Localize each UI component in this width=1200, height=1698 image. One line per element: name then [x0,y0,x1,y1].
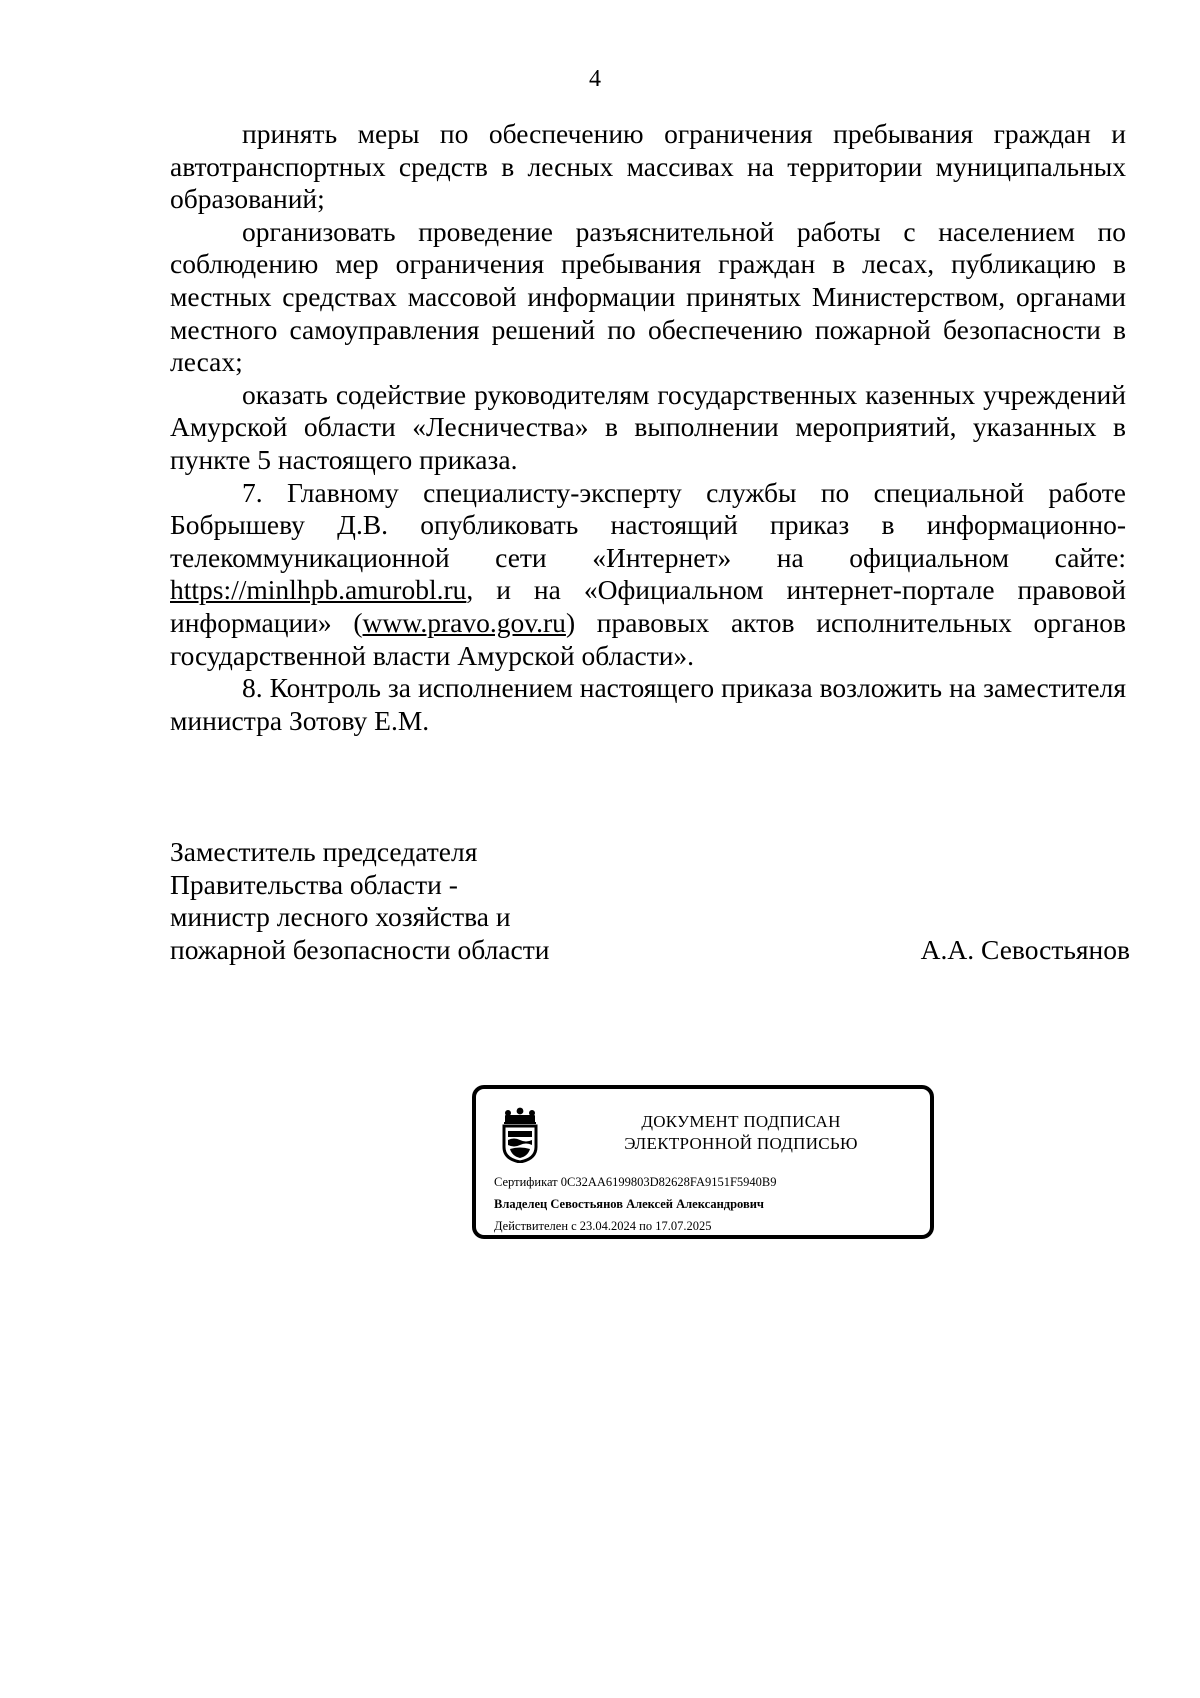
stamp-header-line: ДОКУМЕНТ ПОДПИСАН [641,1112,841,1131]
signer-position-line: пожарной безопасности области [170,933,550,965]
signer-position-line: Заместитель председателя [170,836,478,867]
item-7-text-part3: ) правовых актов исполнительных органов государственной власти Амурской области». [170,606,1126,671]
signer-position-line: Правительства области - [170,868,458,900]
signer-name: А.А. Севостьянов [920,933,1130,965]
certificate-number: Сертификат 0C32AA6199803D82628FA9151F5940B9 [494,1175,777,1189]
item-7-text-part1: 7. Главному специалисту-эксперту службы по специальной работе Бобрышеву Д.В. опубликовать настоящий приказ в информационно-телекоммуникационной сети «Интернет» на официальном сайте: [170,476,1126,573]
paragraph-assistance: оказать содействие руководителям государственных казенных учреждений Амурской области «Лесничества» в выполнении мероприятий, указанных в пункте 5 настоящего приказа. [170,378,1126,475]
electronic-signature-stamp [472,1085,934,1239]
signer-position-line: министр лесного хозяйства и [170,901,511,933]
paragraph-item-7 [170,477,1126,673]
signature-block [170,836,1130,966]
item-7-text-part2: , и на «Официальном интернет-портале правовой информации» ( [170,574,1126,638]
paragraph-measures: принять меры по обеспечению ограничения пребывания граждан и автотранспортных средств в лесных массивах на территории муниципальных образований; [170,118,1126,215]
stamp-details [494,1171,924,1237]
stamp-header-line: ЭЛЕКТРОННОЙ ПОДПИСЬЮ [624,1134,858,1153]
stamp-header [576,1111,906,1155]
certificate-validity: Действителен с 23.04.2024 по 17.07.2025 [494,1219,712,1233]
paragraph-outreach: организовать проведение разъяснительной работы с населением по соблюдению мер ограничения пребывания граждан в лесах, публикацию в местных средствах массовой информации принятых Министерством, органами местного самоуправления решений по обеспечению пожарной безопасности в лесах; [170,215,1126,378]
pravo-portal-link[interactable]: www.pravo.gov.ru [362,606,566,638]
paragraph-item-8: 8. Контроль за исполнением настоящего приказа возложить на заместителя министра Зотову Е.М. [170,672,1126,736]
order-body-text [170,118,1126,737]
ministry-site-link[interactable]: https://minlhpb.amurobl.ru [170,574,467,606]
coat-of-arms-icon [500,1107,540,1163]
certificate-owner: Владелец Севостьянов Алексей Александрович [494,1197,764,1211]
page-number: 4 [589,66,601,92]
